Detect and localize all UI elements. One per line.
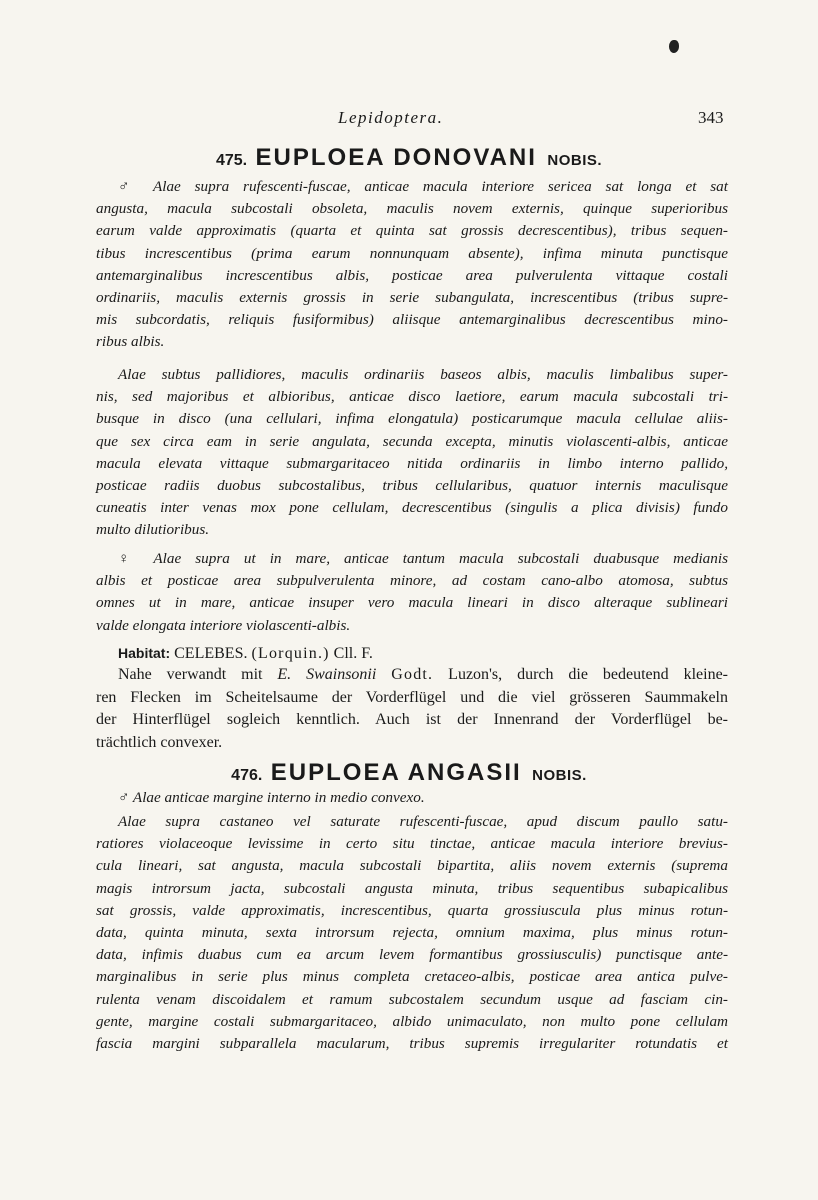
text-line: Alae supra castaneo vel saturate rufescenti-fuscae, apud discum paullo satu- — [118, 813, 728, 830]
species-heading-475 — [0, 144, 818, 172]
ink-blot — [669, 40, 679, 53]
text-line: ♀ Alae supra ut in mare, anticae tantum macula subcostali duabusque medianis — [118, 550, 728, 567]
species-name: EUPLOEA DONOVANI — [255, 144, 537, 171]
female-description — [96, 548, 728, 637]
text-line: ren Flecken im Scheitelsaume der Vorderflügel und die viel grösseren Saummakeln — [96, 688, 728, 706]
species-number: 475. — [215, 152, 248, 169]
text-line: que sex circa eam in serie angulata, secunda excepta, minutis violascenti-albis, anticae — [96, 432, 728, 450]
species-author: NOBIS. — [532, 767, 587, 784]
text-line: busque in disco (una cellulari, infima elongatula) posticarumque macula cellulae aliis- — [96, 410, 728, 428]
running-title: Lepidoptera. — [338, 108, 444, 127]
text-line: ♂ Alae supra rufescenti-fuscae, anticae macula interiore sericea sat longa et sat — [118, 178, 728, 195]
text-line: cula lineari, sat angusta, macula subcostali bipartita, aliis novem externis (suprema — [96, 857, 728, 875]
male-description — [96, 176, 728, 354]
species-heading-476 — [0, 759, 818, 787]
text-line: rulenta venam discoidalem et ramum subcostalem secundum usque ad fasciam cin- — [96, 990, 728, 1008]
angasii-description — [96, 811, 728, 1055]
running-head — [0, 108, 818, 132]
text-line: nis, sed majoribus et albioribus, anticae disco laetiore, earum macula subcostali tri- — [96, 388, 728, 406]
text-line: Alae subtus pallidiores, maculis ordinariis baseos albis, maculis limbalibus super- — [118, 366, 728, 383]
habitat-collection: Cll. F. — [333, 645, 373, 662]
species-number: 476. — [231, 767, 263, 784]
compared-author: Godt. — [391, 666, 434, 683]
text-line: albis et posticae area subpulverulenta minore, ad costam cano-albo atomosa, subtus — [96, 572, 728, 590]
text-line: posticae radiis duobus subcostalibus, tribus cellularibus, quatuor internis maculisque — [96, 477, 728, 495]
text-line: multo dilutioribus. — [96, 521, 210, 539]
habitat-place: CELEBES. — [174, 645, 248, 662]
habitat-label: Habitat: — [118, 645, 171, 661]
remark-paragraph — [96, 664, 728, 754]
text-line: cuneatis inter venas mox pone cellulam, decrescentibus (singulis a plica divisis) fundo — [96, 499, 728, 517]
text-line: mis subcordatis, reliquis fusiformibus) aliisque antemarginalibus decrescentibus mino- — [96, 311, 728, 329]
text-line: macula elevata vittaque submargaritaceo nitida ordinariis in limbo interno pallido, — [96, 454, 728, 472]
habitat-line — [96, 642, 728, 666]
text-line: data, quinta minuta, sexta introrsum rejecta, omnium maxima, plus minus rotun- — [96, 924, 728, 942]
text-line: antemarginalibus increscentibus albis, posticae area pulverulenta vittaque costali — [96, 266, 728, 284]
text-line: trächtlich convexer. — [96, 733, 223, 751]
remark-text: Nahe verwandt mit — [118, 666, 278, 683]
text-line: ribus albis. — [96, 333, 165, 351]
male-intro — [96, 787, 728, 809]
text-line: der Hinterflügel sogleich kenntlich. Auch ist der Innenrand der Vorderflügel be- — [96, 711, 728, 729]
text-line: magis introrsum jacta, subcostali angusta minuta, tribus sequentibus subapicalibus — [96, 879, 728, 897]
text-line: earum valde approximatis (quarta et quinta sat grossis decrescentibus), tribus sequen- — [96, 222, 728, 240]
text-line: data, infimis duabus cum ea arcum levem formantibus grossiusculis) punctisque ante- — [96, 946, 728, 964]
text-line — [96, 664, 728, 687]
remark-text: Luzon's, durch die bedeutend kleine- — [433, 666, 728, 683]
text-line: tibus increscentibus (prima earum nonnunquam absente), infima minuta punctisque — [96, 244, 728, 262]
text-line: angusta, macula subcostali obsoleta, maculis novem externis, quinque superioribus — [96, 200, 728, 218]
compared-species: E. Swainsonii — [277, 666, 377, 683]
text-line: sat grossis, valde approximatis, increscentibus, quarta grossiuscula plus minus rotun- — [96, 901, 728, 919]
text-line: ratiores violaceoque levissime in certo situ tinctae, anticae macula interiore brevius- — [96, 835, 728, 853]
species-name: EUPLOEA ANGASII — [270, 759, 522, 786]
text-line: ordinariis, maculis externis grossis in serie subangulata, increscentibus (tribus supre- — [96, 289, 728, 307]
text-line: gente, margine costali submargaritaceo, albido unimaculato, non multo pone cellulam — [96, 1012, 728, 1030]
text-line: omnes ut in mare, anticae insuper vero macula lineari in disco alteraque sublineari — [96, 594, 728, 612]
habitat-collector: (Lorquin.) — [251, 645, 330, 662]
underside-description — [96, 364, 728, 542]
text-line: marginalibus in serie plus minus completa cretaceo-albis, posticae area antica pulve- — [96, 968, 728, 986]
text-line: valde elongata interiore violascenti-albis. — [96, 616, 351, 634]
text-line: ♂ Alae anticae margine interno in medio convexo. — [118, 789, 425, 806]
text-line: fascia margini subparallela macularum, tribus supremis irregulariter rotundatis et — [96, 1035, 728, 1053]
species-author: NOBIS. — [547, 152, 603, 169]
page-number: 343 — [698, 108, 724, 127]
